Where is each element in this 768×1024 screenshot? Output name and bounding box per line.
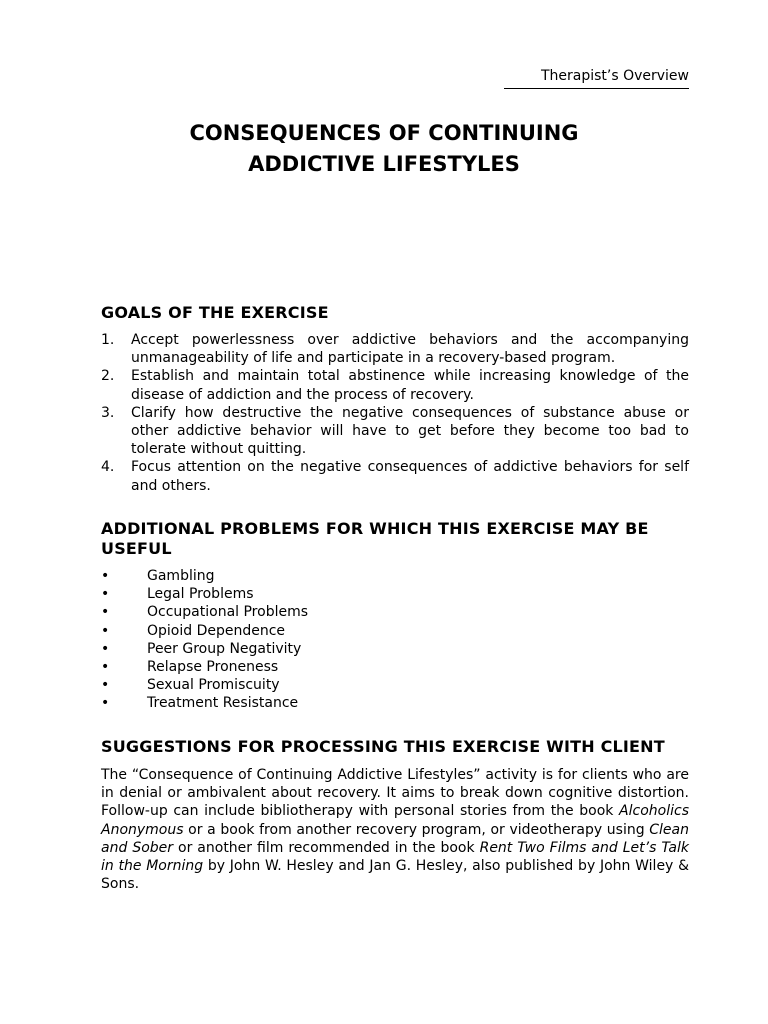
problem-item (101, 622, 501, 640)
suggestions-heading: SUGGESTIONS FOR PROCESSING THIS EXERCISE WITH CLIENT (101, 737, 665, 756)
goal-item (101, 367, 689, 403)
problem-item (101, 658, 501, 676)
bullet-icon: • (101, 677, 110, 694)
problem-item (101, 640, 501, 658)
problem-item (101, 585, 501, 603)
title-line-2: ADDICTIVE LIFESTYLES (248, 152, 520, 176)
goals-list (101, 331, 689, 495)
goal-item (101, 458, 689, 494)
goal-item (101, 331, 689, 367)
paragraph-text: or another film recommended in the book (173, 839, 480, 856)
bullet-icon: • (101, 622, 110, 639)
problem-item (101, 676, 501, 694)
problem-item (101, 603, 501, 621)
bullet-icon: • (101, 695, 110, 712)
goal-number: 3. (101, 404, 115, 421)
paragraph-text: The “Consequence of Continuing Addictive Lifestyles” activity is for clients who are in denial or ambivalent about recovery. It aims to break down cognitive distortion. Follow-up can include bibliotherapy with personal stories from the book (101, 767, 689, 820)
additional-problems-list (101, 567, 501, 713)
problem-label: Relapse Proneness (147, 659, 279, 676)
problem-item (101, 567, 501, 585)
problem-label: Opioid Dependence (147, 622, 286, 639)
paragraph-text: or a book from another recovery program, or videotherapy using (183, 821, 650, 838)
problem-item (101, 694, 501, 712)
title-line-1: CONSEQUENCES OF CONTINUING (189, 121, 579, 145)
goals-heading: GOALS OF THE EXERCISE (101, 303, 329, 322)
goal-number: 1. (101, 332, 115, 348)
paragraph-text: by John W. Hesley and Jan G. Hesley, also published by John Wiley & Sons. (101, 858, 689, 893)
problem-label: Peer Group Negativity (147, 640, 302, 657)
bullet-icon: • (101, 640, 110, 657)
goal-number: 4. (101, 459, 115, 476)
page-title (60, 118, 708, 180)
problem-label: Sexual Promiscuity (147, 677, 280, 694)
book-title-alcoholics-anonymous: Alcoholics Anonymous (101, 803, 689, 838)
goal-text: Establish and maintain total abstinence while increasing knowledge of the disease of addiction and the process of recovery. (131, 368, 689, 403)
problem-label: Occupational Problems (147, 604, 309, 621)
bullet-icon: • (101, 659, 110, 676)
book-title-rent-two-films: Rent Two Films and Let’s Talk in the Morning (101, 839, 690, 875)
additional-problems-heading: ADDITIONAL PROBLEMS FOR WHICH THIS EXERCISE MAY BE USEFUL (101, 519, 649, 558)
suggestions-paragraph (101, 766, 689, 893)
bullet-icon: • (101, 604, 110, 621)
film-title-clean-and-sober: Clean and Sober (101, 821, 689, 856)
problem-label: Treatment Resistance (147, 695, 299, 712)
goal-item (101, 404, 689, 459)
bullet-icon: • (101, 586, 110, 603)
goal-text: Clarify how destructive the negative consequences of substance abuse or other addictive behavior will have to get before they become too bad to tolerate without quitting. (131, 404, 689, 458)
goal-text: Accept powerlessness over addictive behaviors and the accompanying unmanageability of life and participate in a recovery-based program. (131, 332, 689, 367)
goal-text: Focus attention on the negative consequences of addictive behaviors for self and others. (131, 459, 689, 494)
problem-label: Gambling (147, 568, 215, 584)
goal-number: 2. (101, 368, 115, 385)
running-head: Therapist’s Overview (504, 66, 689, 89)
bullet-icon: • (101, 568, 110, 584)
problem-label: Legal Problems (147, 586, 254, 603)
